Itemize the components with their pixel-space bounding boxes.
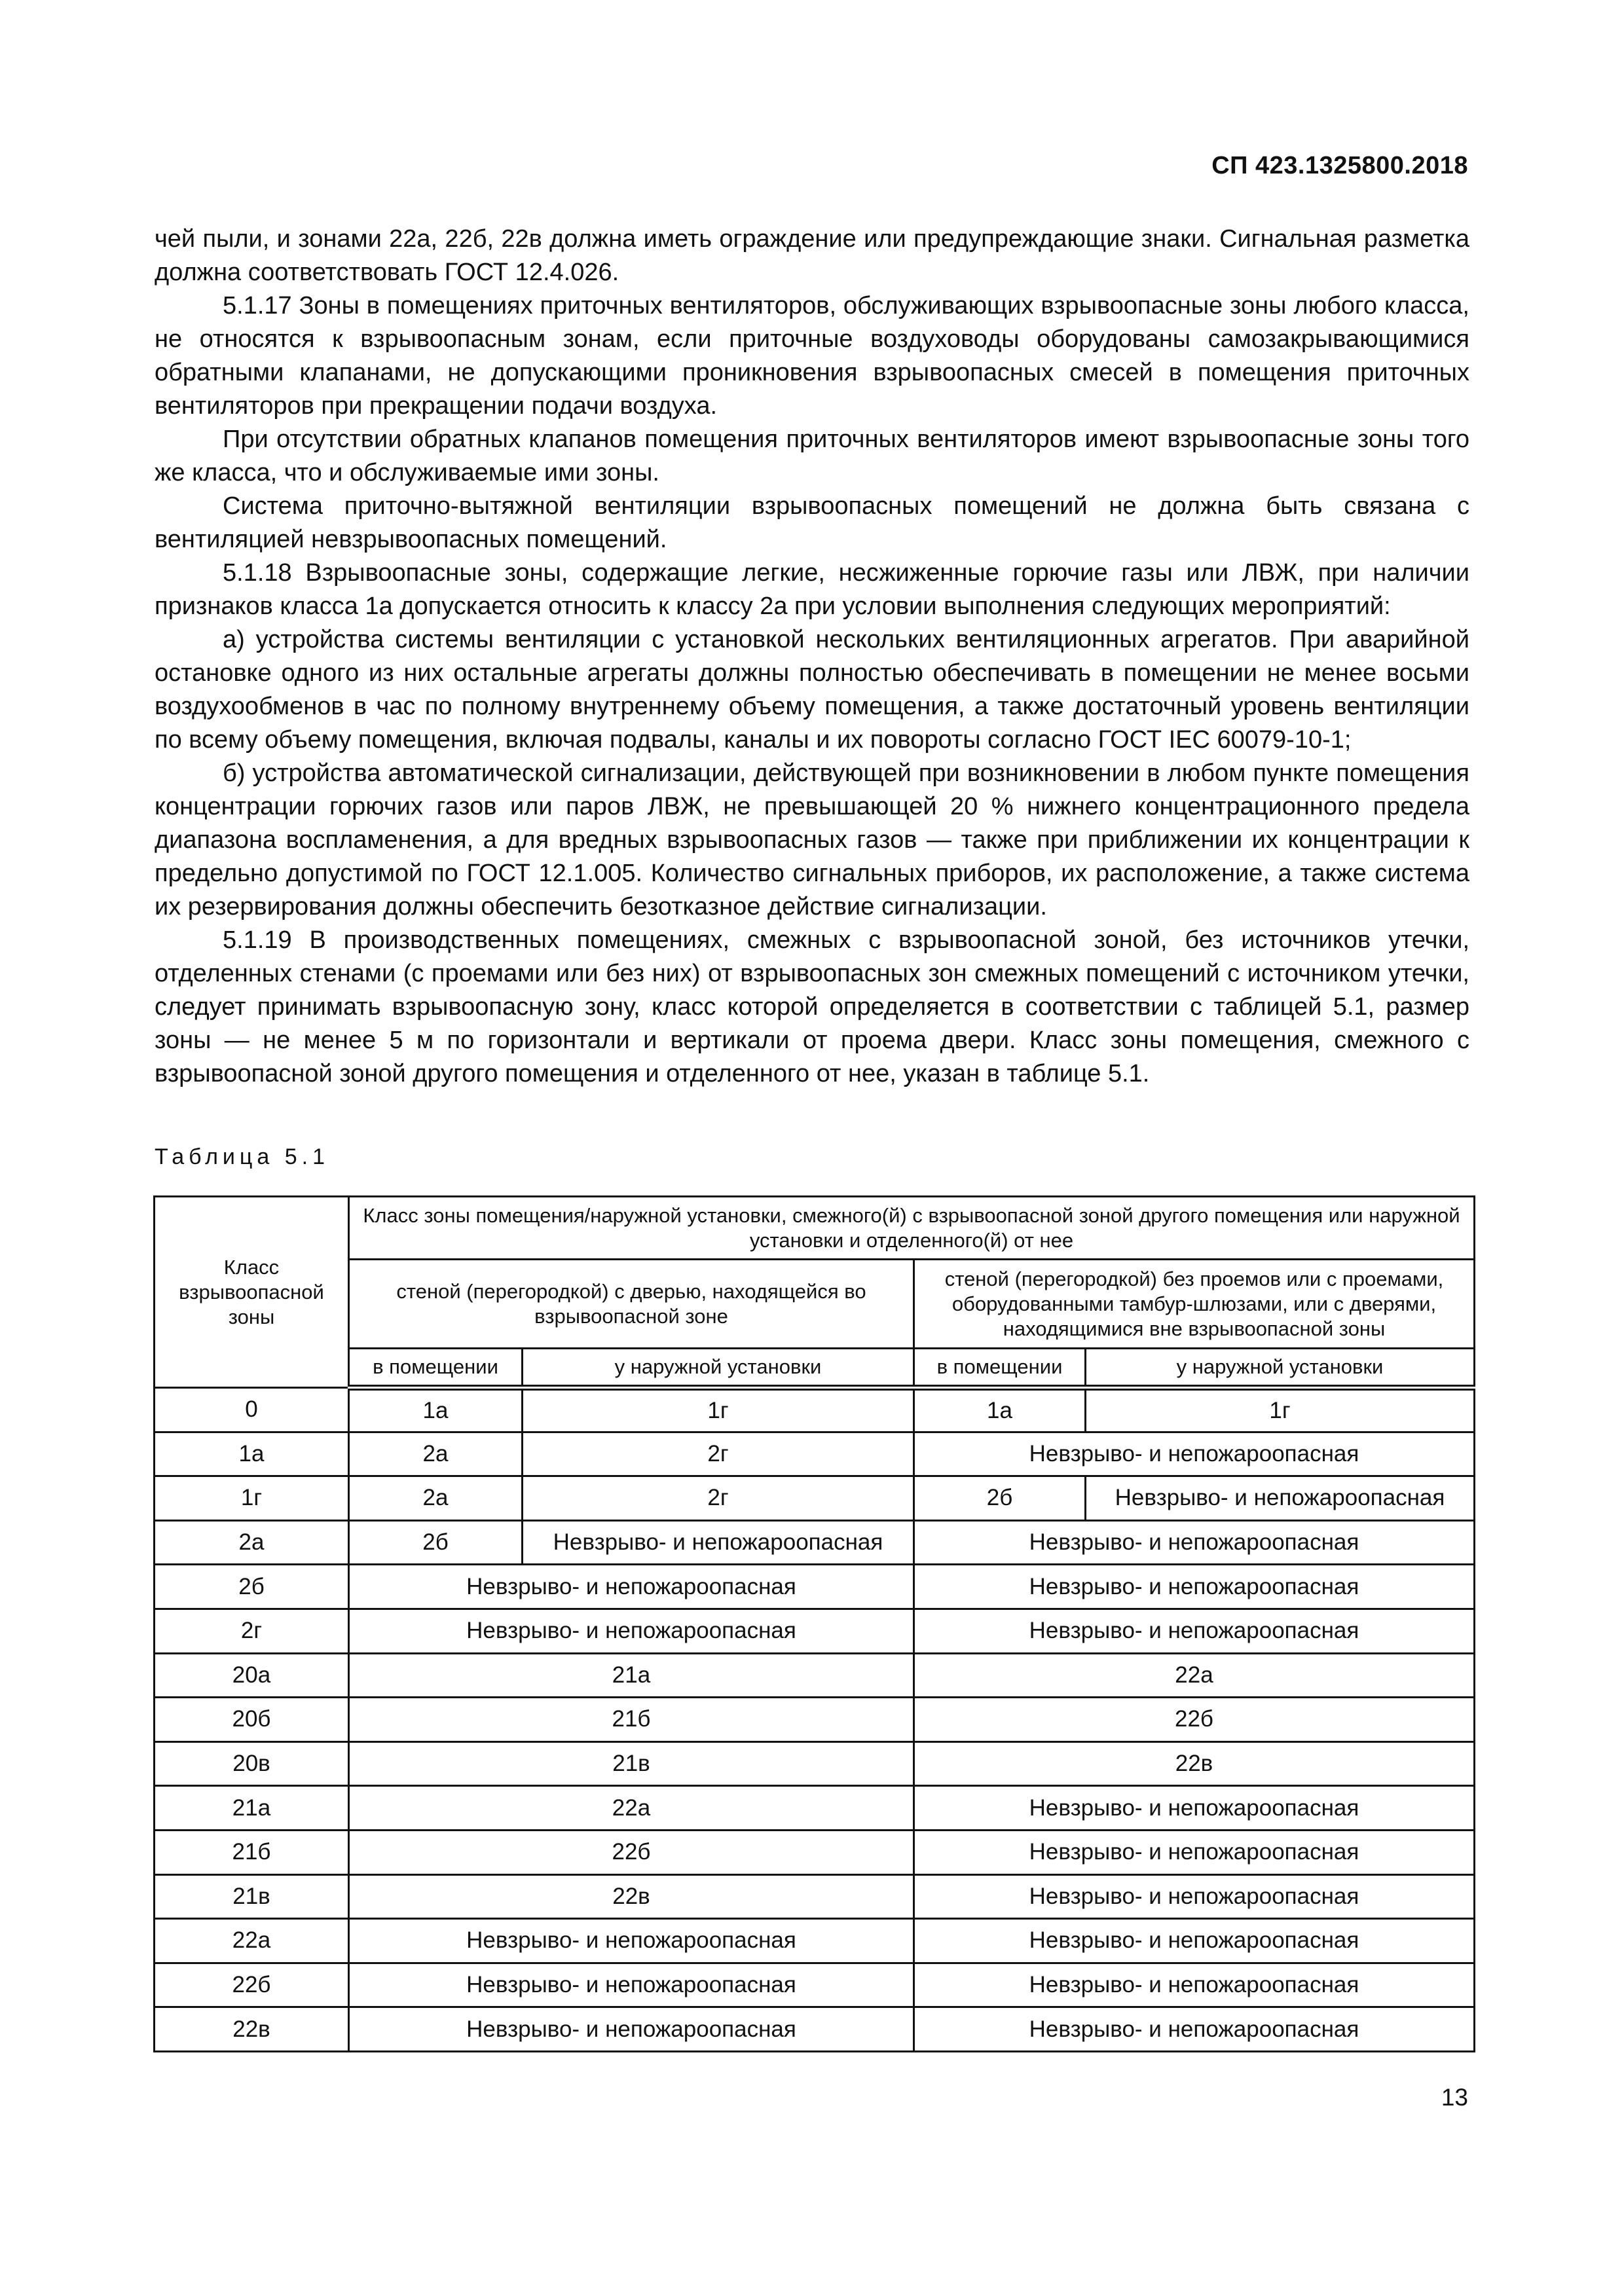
cell: 22в [349,1874,914,1919]
paragraph-5-1-18: 5.1.18 Взрывоопасные зоны, содержащие легкие, несжиженные горючие газы или ЛВЖ, при наличии признаков класса 1а допускается относить к классу 2а при условии выполнения следующих мероприятий: [155,559,1469,620]
cell: 22б [914,1698,1475,1742]
cell: Невзрыво- и непожароопасная [914,1830,1475,1874]
cell: Невзрыво- и непожароопасная [349,2007,914,2052]
table-row [155,1388,1475,1432]
cell-class: 21а [155,1786,349,1831]
paragraph-no-check-valves: При отсутствии обратных клапанов помещения приточных вентиляторов имеют взрывоопасные зоны того же класса, что и обслуживаемые ими зоны. [155,426,1469,486]
cell-class: 20в [155,1741,349,1786]
cell: 22а [349,1786,914,1831]
paragraph-continuation: чей пыли, и зонами 22а, 22б, 22в должна иметь ограждение или предупреждающие знаки. Сигнальная разметка должна соответствовать ГОСТ 12.4.026. [155,225,1469,286]
cell: Невзрыво- и непожароопасная [349,1963,914,2007]
cell: 2а [349,1476,523,1521]
cell: 21в [349,1741,914,1786]
cell-class: 0 [155,1388,349,1432]
cell-class: 22а [155,1919,349,1963]
table-row [155,1565,1475,1609]
cell: Невзрыво- и непожароопасная [523,1520,914,1565]
table-row [155,1786,1475,1831]
cell: 21б [349,1698,914,1742]
cell: Невзрыво- и непожароопасная [914,1520,1475,1565]
paragraph-5-1-19: 5.1.19 В производственных помещениях, смежных с взрывоопасной зоной, без источников утечки, отделенных стенами (с проемами или без них) от взрывоопасных зон смежных помещений с источником утечки, следует принимать взрывоопасную зону, класс которой определяется в соответствии с таблицей 5.1, размер зоны — не менее 5 м по горизонтали и вертикали от проема двери. Класс зоны помещения, смежного с взрывоопасной зоной другого помещения и отделенного от нее, указан в таблице 5.1. [155,926,1469,1087]
cell: Невзрыво- и непожароопасная [914,1786,1475,1831]
header-wall-without-openings: стеной (перегородкой) без проемов или с проемами, оборудованными тамбур-шлюзами, или с дверями, находящимися вне взрывоопасной зоны [914,1260,1475,1349]
cell: Невзрыво- и непожароопасная [349,1565,914,1609]
cell-class: 20б [155,1698,349,1742]
cell: Невзрыво- и непожароопасная [1086,1476,1475,1521]
cell-class: 21б [155,1830,349,1874]
table-row [155,1520,1475,1565]
cell: Невзрыво- и непожароопасная [914,1874,1475,1919]
paragraph-item-b: б) устройства автоматической сигнализации, действующей при возникновении в любом пункте помещения концентрации горючих газов или паров ЛВЖ, не превышающей 20 % нижнего концентрационного предела диапазона воспламенения, а для вредных взрывоопасных газов — также при приближении их концентрации к предельно допустимой по ГОСТ 12.1.005. Количество сигнальных приборов, их расположение, а также система их резервирования должны обеспечить безотказное действие сигнализации. [155,759,1469,920]
cell: Невзрыво- и непожароопасная [349,1609,914,1653]
table-row [155,1653,1475,1698]
cell: Невзрыво- и непожароопасная [914,1565,1475,1609]
cell: 1а [349,1388,523,1432]
header-outdoor-1: у наружной установки [523,1349,914,1388]
cell-class: 22в [155,2007,349,2052]
table-row [155,1476,1475,1521]
cell-class: 2б [155,1565,349,1609]
cell: Невзрыво- и непожароопасная [914,1919,1475,1963]
cell: 2а [349,1432,523,1476]
cell-class: 20а [155,1653,349,1698]
cell: 1г [1086,1388,1475,1432]
table-row [155,1609,1475,1653]
table-row [155,1432,1475,1476]
cell-class: 1а [155,1432,349,1476]
header-zone-class: Класс взрывоопасной зоны [155,1197,349,1388]
cell: Невзрыво- и непожароопасная [914,1432,1475,1476]
cell: Невзрыво- и непожароопасная [914,2007,1475,2052]
table-caption: Таблица 5.1 [155,1144,330,1169]
table-row [155,1874,1475,1919]
cell: 2б [349,1520,523,1565]
table-row [155,1963,1475,2007]
cell-class: 22б [155,1963,349,2007]
cell: 2г [523,1432,914,1476]
cell: 22в [914,1741,1475,1786]
table-row [155,1830,1475,1874]
table-row [155,1698,1475,1742]
cell: 22а [914,1653,1475,1698]
table-row [155,2007,1475,2052]
table-row [155,1919,1475,1963]
cell: 22б [349,1830,914,1874]
header-indoor-2: в помещении [914,1349,1086,1388]
header-indoor-1: в помещении [349,1349,523,1388]
cell: Невзрыво- и непожароопасная [914,1609,1475,1653]
paragraph-ventilation-system: Система приточно-вытяжной вентиляции взрывоопасных помещений не должна быть связана с вентиляцией невзрывоопасных помещений. [155,492,1469,553]
header-outdoor-2: у наружной установки [1086,1349,1475,1388]
cell: 2б [914,1476,1086,1521]
header-wall-with-door: стеной (перегородкой) с дверью, находящейся во взрывоопасной зоне [349,1260,914,1349]
zone-class-table [153,1195,1475,2052]
table-row [155,1741,1475,1786]
cell: 2г [523,1476,914,1521]
page-number: 13 [1441,2084,1468,2111]
body-text [155,223,1469,1091]
cell: 1г [523,1388,914,1432]
cell: 1а [914,1388,1086,1432]
cell: Невзрыво- и непожароопасная [914,1963,1475,2007]
paragraph-item-a: а) устройства системы вентиляции с установкой нескольких вентиляционных агрегатов. При аварийной остановке одного из них остальные агрегаты должны полностью обеспечивать в помещении не менее восьми воздухообменов в час по полному внутреннему объему помещения, а также достаточный уровень вентиляции по всему объему помещения, включая подвалы, каналы и их повороты согласно ГОСТ IEC 60079-10-1; [155,626,1469,754]
cell: 21а [349,1653,914,1698]
cell: Невзрыво- и непожароопасная [349,1919,914,1963]
cell-class: 1г [155,1476,349,1521]
header-adjacent-zone-class: Класс зоны помещения/наружной установки, смежного(й) с взрывоопасной зоной другого помещения или наружной установки и отделенного(й) от нее [349,1197,1475,1260]
cell-class: 2а [155,1520,349,1565]
cell-class: 21в [155,1874,349,1919]
paragraph-5-1-17: 5.1.17 Зоны в помещениях приточных вентиляторов, обслуживающих взрывоопасные зоны любого класса, не относятся к взрывоопасным зонам, если приточные воздуховоды оборудованы самозакрывающимися обратными клапанами, не допускающими проникновения взрывоопасных смесей в помещения приточных вентиляторов при прекращении подачи воздуха. [155,292,1469,420]
cell-class: 2г [155,1609,349,1653]
document-code: СП 423.1325800.2018 [1211,152,1468,179]
